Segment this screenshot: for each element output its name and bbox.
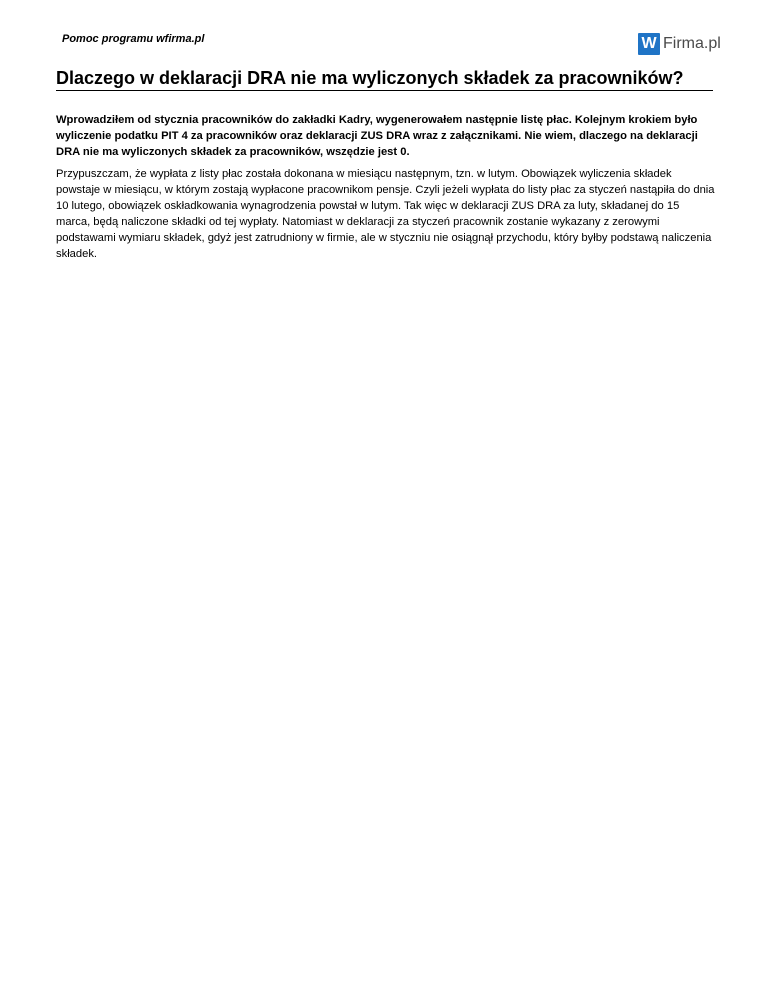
wfirma-logo — [638, 32, 721, 56]
header-label: Pomoc programu wfirma.pl — [62, 33, 205, 45]
article-title: Dlaczego w deklaracji DRA nie ma wyliczonych składek za pracowników? — [56, 68, 684, 88]
title-divider — [56, 90, 713, 91]
article-answer: Przypuszczam, że wypłata z listy płac została dokonana w miesiącu następnym, tzn. w lutym. Obowiązek wyliczenia składek powstaje w miesiącu, w którym zostają wypłacone pracownikom pensje. Czyli jeżeli wypłata do listy płac za styczeń nastąpiła do dnia 10 lutego, obowiązek oskładkowania wynagrodzenia powstał w lutym. Tak więc w deklaracji ZUS DRA za luty, składanej do 15 marca, będą naliczone składki od tej wypłaty. Natomiast w deklaracji za styczeń pracownik zostanie wykazany z zerowymi podstawami wymiaru składek, gdyż jest zatrudniony w firmie, ale w styczniu nie osiągnął przychodu, który byłby podstawą naliczenia składek. — [56, 168, 715, 260]
article-question: Wprowadziłem od stycznia pracowników do zakładki Kadry, wygenerowałem następnie listę płac. Kolejnym krokiem było wyliczenie podatku PIT 4 za pracowników oraz deklaracji ZUS DRA wraz z załącznikami. Nie wiem, dlaczego na deklaracji DRA nie ma wyliczonych składek za pracowników, wszędzie jest 0. — [56, 114, 698, 158]
page-header — [0, 0, 768, 60]
logo-text: Firma.pl — [663, 35, 721, 52]
logo-w-icon: W — [638, 33, 660, 55]
